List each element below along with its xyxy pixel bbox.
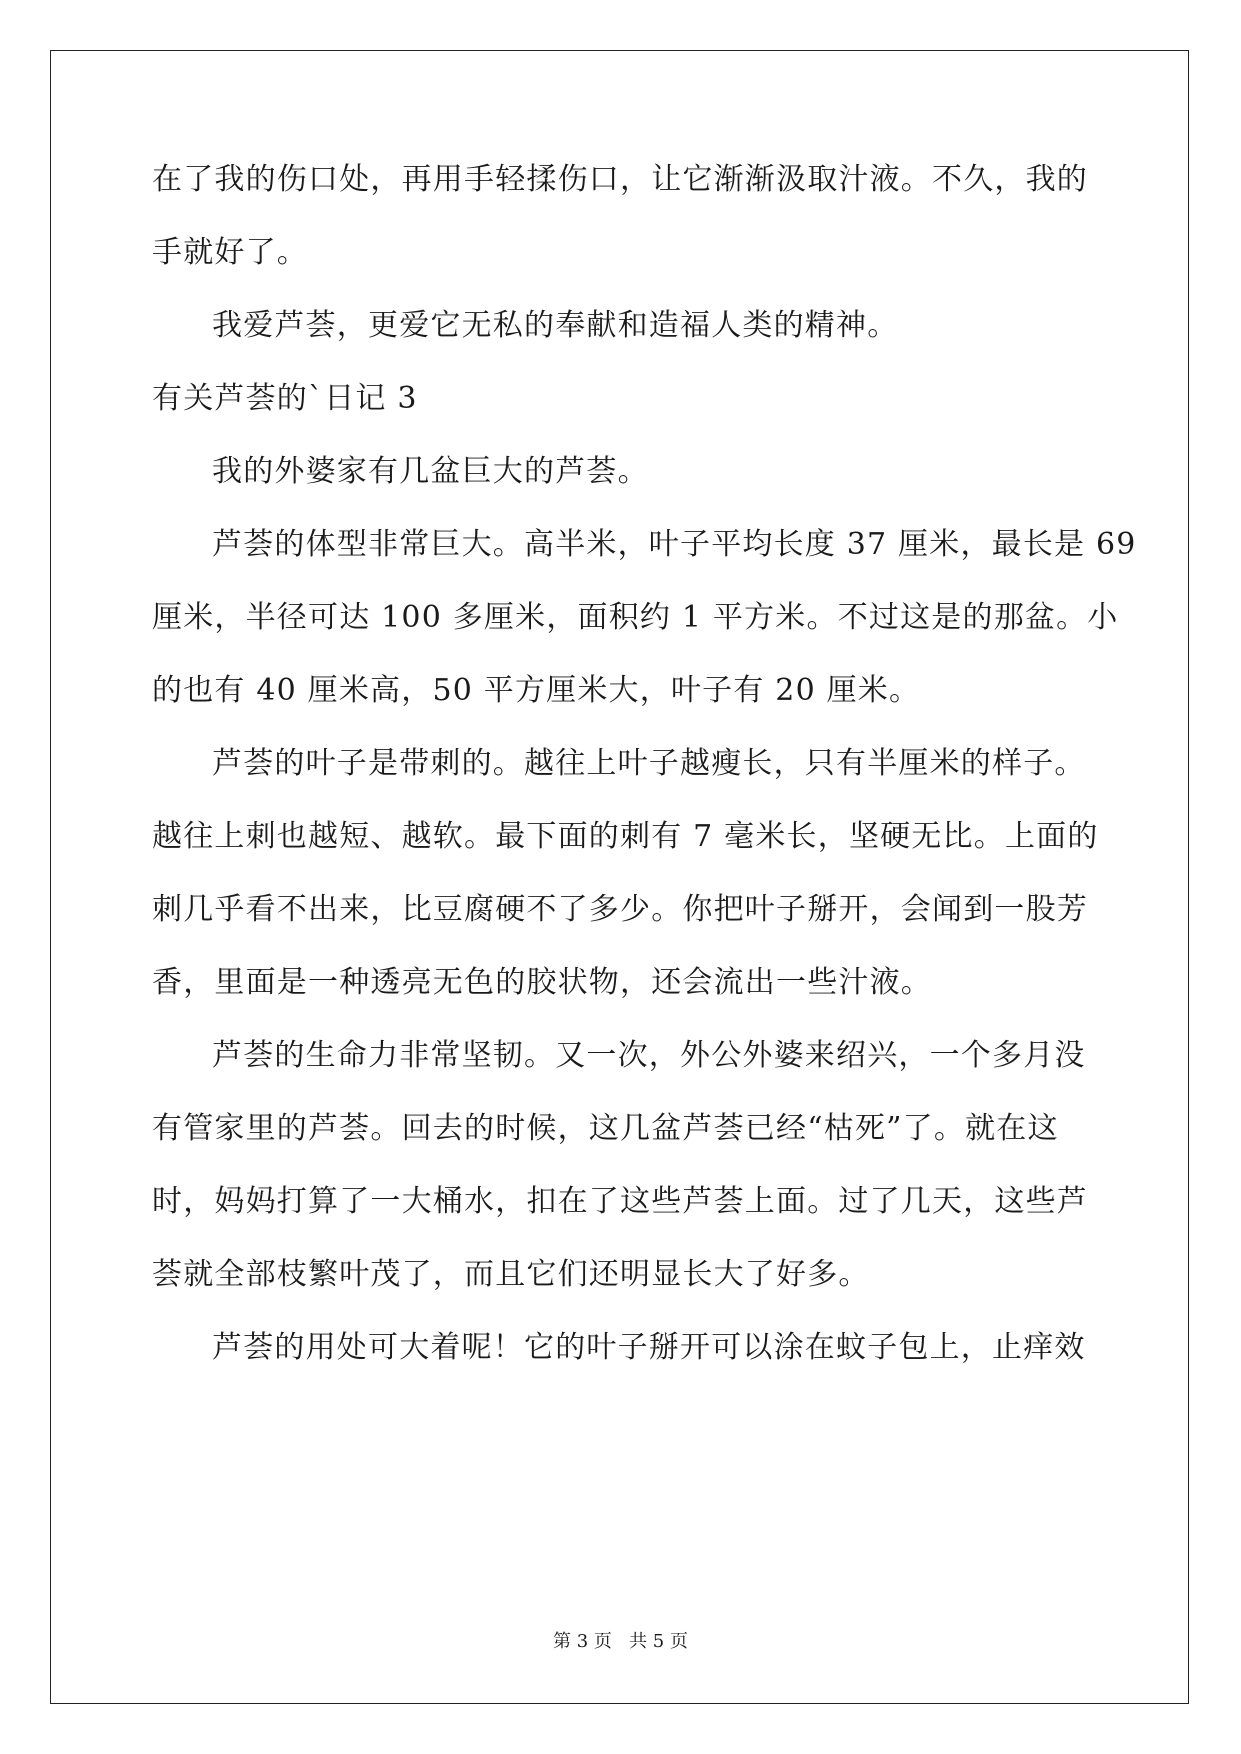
text-line: 手就好了。 — [152, 235, 308, 270]
page-number: 第 3 页 共 5 页 — [553, 1631, 688, 1652]
text-line: 刺几乎看不出来，比豆腐硬不了多少。你把叶子掰开，会闻到一股芳 — [152, 892, 1088, 927]
paragraph-first-line: 我的外婆家有几盆巨大的芦荟。 — [212, 454, 649, 489]
text-line: 在了我的伤口处，再用手轻揉伤口，让它渐渐汲取汁液。不久，我的 — [152, 162, 1088, 197]
text-line: 越往上刺也越短、越软。最下面的刺有 7 毫米长，坚硬无比。上面的 — [152, 819, 1099, 854]
text-line: 厘米，半径可达 100 多厘米，面积约 1 平方米。不过这是的那盆。小 — [152, 600, 1119, 635]
page-border — [50, 50, 1189, 1704]
text-line: 有管家里的芦荟。回去的时候，这几盆芦荟已经“枯死”了。就在这 — [152, 1111, 1059, 1146]
paragraph-first-line: 芦荟的用处可大着呢！它的叶子掰开可以涂在蚊子包上，止痒效 — [212, 1330, 1086, 1365]
section-heading: 有关芦荟的`日记 3 — [152, 381, 418, 416]
text-line: 的也有 40 厘米高，50 平方厘米大，叶子有 20 厘米。 — [152, 673, 921, 708]
text-line: 香，里面是一种透亮无色的胶状物，还会流出一些汁液。 — [152, 965, 932, 1000]
paragraph-first-line: 我爱芦荟，更爱它无私的奉献和造福人类的精神。 — [212, 308, 899, 343]
paragraph-first-line: 芦荟的体型非常巨大。高半米，叶子平均长度 37 厘米，最长是 69 — [212, 527, 1137, 562]
paragraph-first-line: 芦荟的生命力非常坚韧。又一次，外公外婆来绍兴，一个多月没 — [212, 1038, 1086, 1073]
text-line: 荟就全部枝繁叶茂了，而且它们还明显长大了好多。 — [152, 1257, 870, 1292]
text-line: 时，妈妈打算了一大桶水，扣在了这些芦荟上面。过了几天，这些芦 — [152, 1184, 1088, 1219]
paragraph-first-line: 芦荟的叶子是带刺的。越往上叶子越瘦长，只有半厘米的样子。 — [212, 746, 1086, 781]
